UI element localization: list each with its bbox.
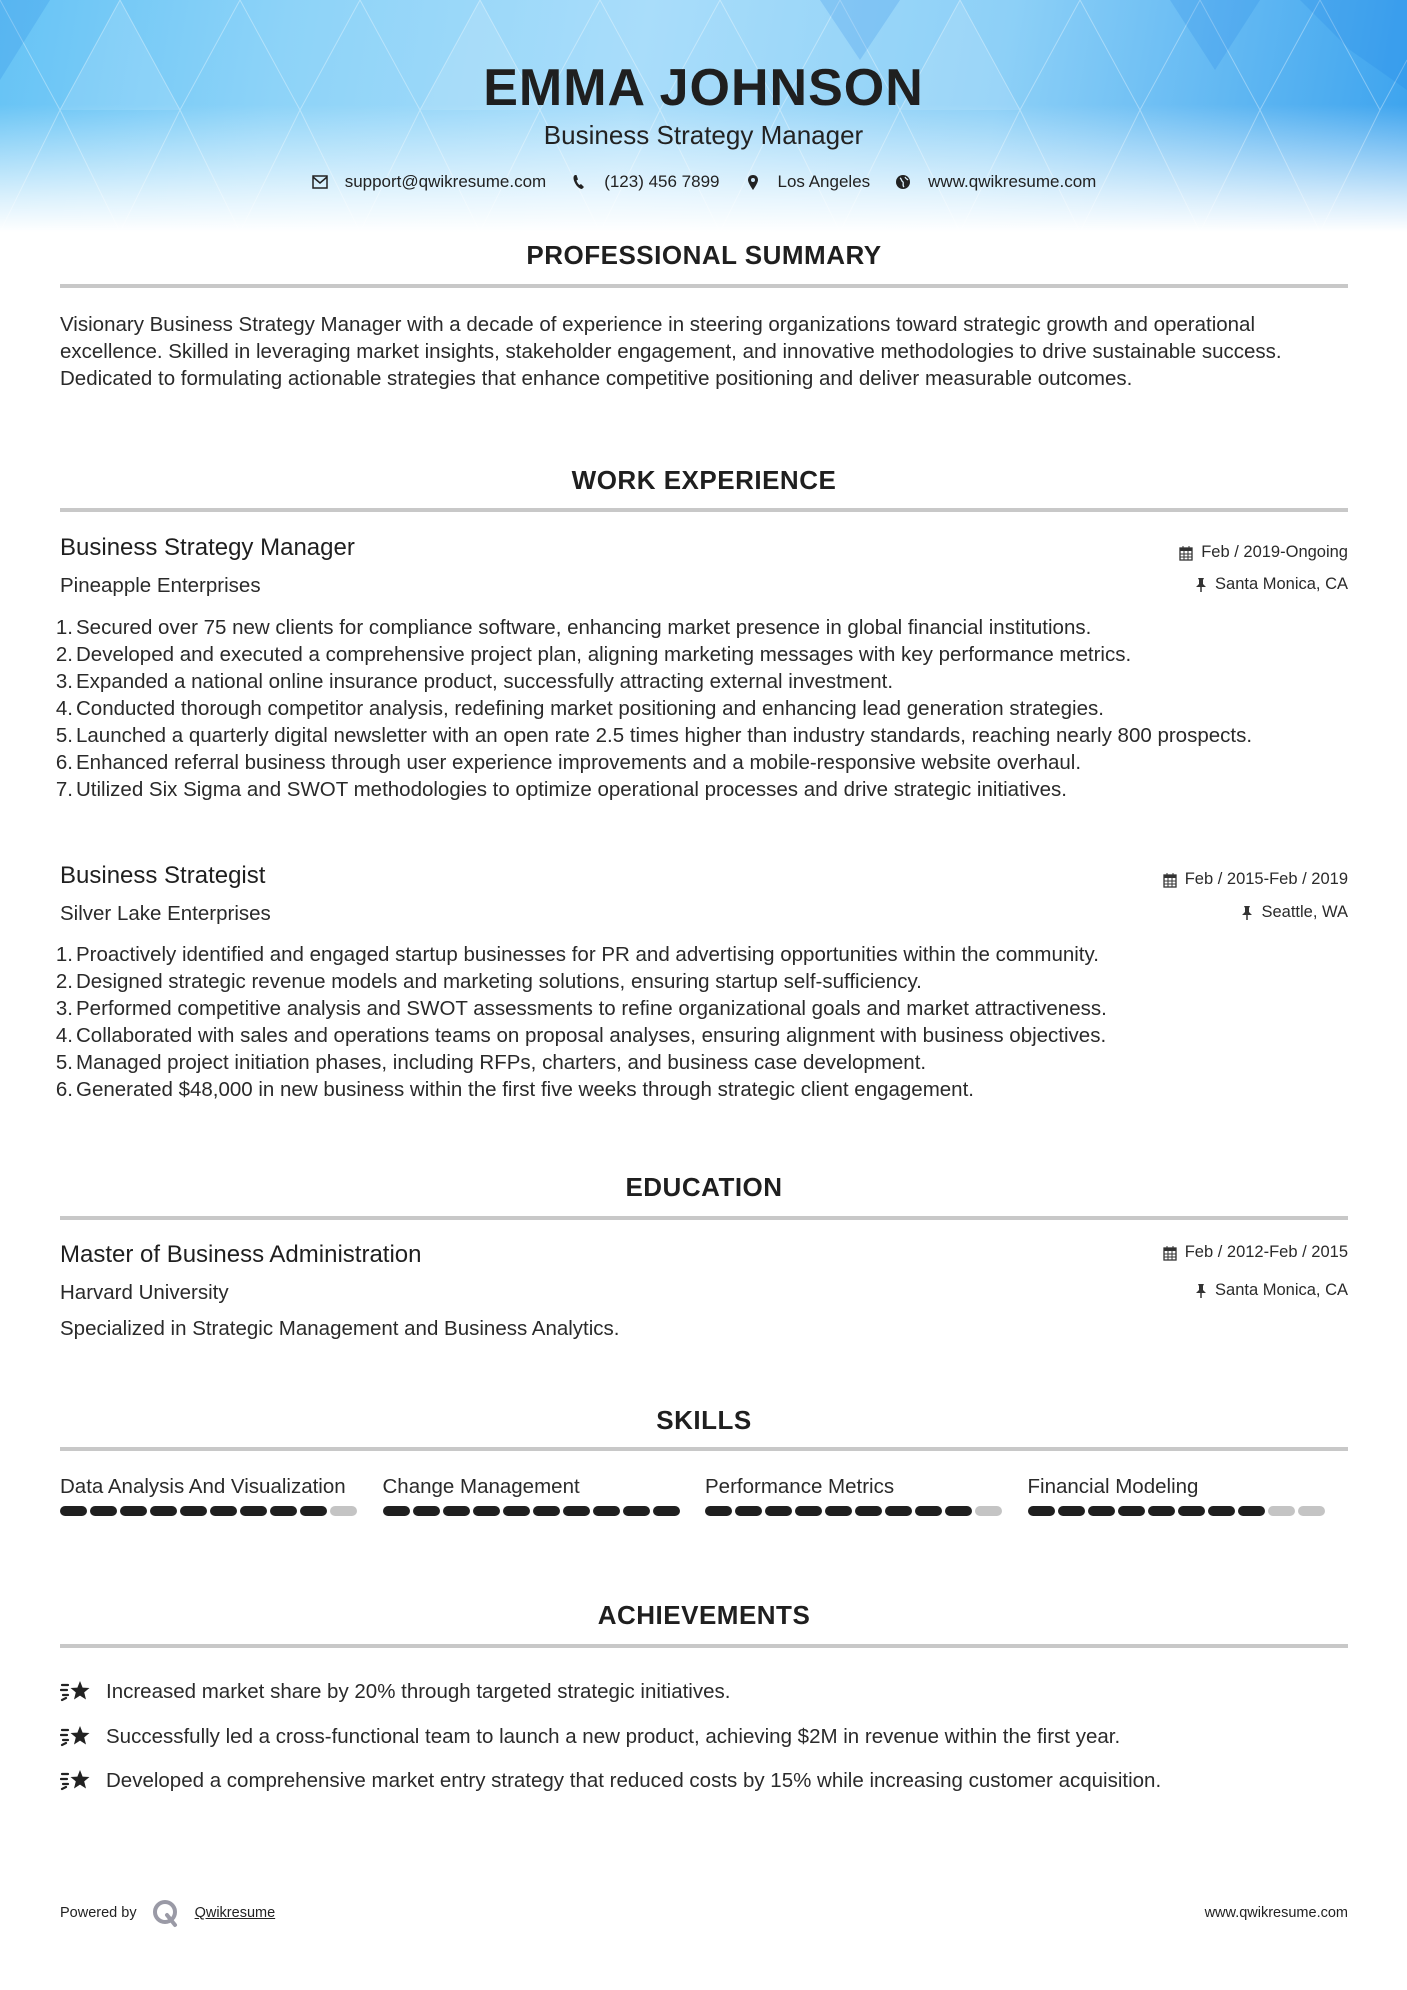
job-location-text: Seattle, WA — [1261, 903, 1348, 921]
skill-item — [1028, 1473, 1351, 1516]
job-responsibilities — [55, 614, 1360, 803]
list-text: Secured over 75 new clients for compliance software, enhancing market presence in global financial institutions. — [76, 616, 1092, 639]
skill-dot-empty — [1298, 1506, 1325, 1516]
job-title: Business Strategist — [60, 862, 266, 889]
skill-dot-filled — [765, 1506, 792, 1516]
job-location-text: Santa Monica, CA — [1215, 575, 1348, 593]
skill-dot-empty — [1268, 1506, 1295, 1516]
education-location-text: Santa Monica, CA — [1215, 1281, 1348, 1299]
skill-dot-filled — [563, 1506, 590, 1516]
list-item — [55, 995, 1360, 1022]
contact-location-text: Los Angeles — [777, 172, 871, 191]
skill-name: Change Management — [382, 1475, 580, 1498]
job-dates — [1179, 543, 1348, 562]
list-number: 4. — [55, 697, 73, 720]
skill-dot-filled — [795, 1506, 822, 1516]
skill-name: Financial Modeling — [1027, 1475, 1199, 1498]
contact-location — [744, 172, 871, 192]
skill-dot-filled — [593, 1506, 620, 1516]
skill-dot-filled — [300, 1506, 327, 1516]
achievements-list — [60, 1670, 1360, 1804]
skill-item — [60, 1473, 383, 1516]
list-text: Enhanced referral business through user experience improvements and a mobile-responsive website overhaul. — [76, 751, 1082, 774]
section-divider — [60, 284, 1348, 288]
contact-website[interactable] — [894, 172, 1096, 192]
list-number: 2. — [55, 970, 73, 993]
list-text: Conducted thorough competitor analysis, redefining market positioning and enhancing lead generation strategies. — [76, 697, 1104, 720]
list-text: Collaborated with sales and operations teams on proposal analyses, ensuring alignment with business objectives. — [76, 1024, 1107, 1047]
pushpin-icon — [1241, 905, 1253, 921]
section-divider — [60, 1447, 1348, 1451]
skill-dot-filled — [705, 1506, 732, 1516]
skill-rating — [705, 1506, 1028, 1516]
section-heading-achievements: ACHIEVEMENTS — [597, 1600, 811, 1630]
list-item — [55, 1076, 1360, 1103]
list-text: Utilized Six Sigma and SWOT methodologies to optimize operational processes and drive strategic initiatives. — [76, 778, 1067, 801]
shooting-star-icon — [60, 1679, 94, 1705]
list-text: Expanded a national online insurance product, successfully attracting external investment. — [76, 670, 894, 693]
envelope-icon — [311, 173, 329, 191]
list-item — [55, 722, 1360, 749]
skill-dot-filled — [735, 1506, 762, 1516]
job-dates — [1163, 870, 1348, 889]
skill-rating — [383, 1506, 706, 1516]
skill-dot-filled — [915, 1506, 942, 1516]
skill-dot-filled — [1148, 1506, 1175, 1516]
powered-by — [60, 1898, 275, 1928]
skill-name: Performance Metrics — [705, 1475, 895, 1498]
list-item — [55, 1049, 1360, 1076]
skill-dot-filled — [60, 1506, 87, 1516]
list-text: Developed and executed a comprehensive project plan, aligning marketing messages with key performance metrics. — [76, 643, 1132, 666]
shooting-star-icon — [60, 1724, 94, 1750]
contact-bar — [0, 172, 1407, 192]
list-number: 3. — [55, 670, 73, 693]
section-divider — [60, 1216, 1348, 1220]
skill-dot-filled — [90, 1506, 117, 1516]
job-responsibilities — [55, 941, 1360, 1103]
job-location — [1241, 903, 1348, 922]
skill-dot-filled — [180, 1506, 207, 1516]
candidate-name: EMMA JOHNSON — [483, 59, 924, 117]
skill-name: Data Analysis And Visualization — [60, 1475, 346, 1498]
education-dates-text: Feb / 2012-Feb / 2015 — [1184, 1243, 1348, 1261]
list-number: 6. — [55, 1078, 73, 1101]
list-item — [55, 1022, 1360, 1049]
skill-dot-filled — [653, 1506, 680, 1516]
calendar-icon — [1163, 1245, 1177, 1261]
list-text: Managed project initiation phases, including RFPs, charters, and business case development. — [76, 1051, 927, 1074]
list-number: 1. — [55, 616, 73, 639]
shooting-star-icon — [60, 1768, 94, 1794]
achievement-item — [60, 1670, 1360, 1715]
skill-dot-empty — [975, 1506, 1002, 1516]
job-title: Business Strategy Manager — [60, 534, 355, 561]
list-text: Proactively identified and engaged startup businesses for PR and advertising opportunities within the community. — [76, 943, 1099, 966]
section-heading-education: EDUCATION — [625, 1172, 783, 1202]
list-item — [55, 968, 1360, 995]
section-heading-skills: SKILLS — [656, 1405, 752, 1435]
skill-dot-filled — [240, 1506, 267, 1516]
achievement-text: Developed a comprehensive market entry strategy that reduced costs by 15% while increasing customer acquisition. — [106, 1769, 1162, 1793]
skill-dot-filled — [1028, 1506, 1055, 1516]
job-company: Pineapple Enterprises — [60, 574, 261, 597]
skill-dot-filled — [1118, 1506, 1145, 1516]
contact-email[interactable] — [311, 172, 547, 192]
list-number: 3. — [55, 997, 73, 1020]
qwikresume-logo-icon — [151, 1898, 181, 1928]
calendar-icon — [1179, 545, 1193, 561]
skill-dot-filled — [503, 1506, 530, 1516]
skill-dot-filled — [383, 1506, 410, 1516]
skill-dot-filled — [210, 1506, 237, 1516]
degree-title: Master of Business Administration — [60, 1241, 422, 1268]
list-number: 5. — [55, 1051, 73, 1074]
education-location — [1195, 1281, 1348, 1300]
contact-website-text: www.qwikresume.com — [928, 172, 1097, 191]
list-number: 2. — [55, 643, 73, 666]
list-item — [55, 695, 1360, 722]
skill-dot-filled — [1208, 1506, 1235, 1516]
list-text: Performed competitive analysis and SWOT assessments to refine organizational goals and market attractiveness. — [76, 997, 1107, 1020]
skill-dot-filled — [885, 1506, 912, 1516]
job-company: Silver Lake Enterprises — [60, 902, 271, 925]
list-text: Generated $48,000 in new business within the first five weeks through strategic client engagement. — [76, 1078, 974, 1101]
education-description: Specialized in Strategic Management and Business Analytics. — [60, 1317, 620, 1340]
summary-text: Visionary Business Strategy Manager with a decade of experience in steering organizations toward strategic growth and operational excellence. Skilled in leveraging market insights, stakeholder engagement, and innovative methodologies to drive sustainable success. Dedicated to formulating actionable strategies that enhance competitive positioning and deliver measurable outcomes. — [60, 313, 1282, 390]
skill-item — [705, 1473, 1028, 1516]
list-number: 7. — [55, 778, 73, 801]
skill-dot-filled — [1238, 1506, 1265, 1516]
education-dates — [1163, 1243, 1348, 1262]
skill-rating — [1028, 1506, 1351, 1516]
skill-dot-filled — [1178, 1506, 1205, 1516]
skill-dot-filled — [1058, 1506, 1085, 1516]
job-dates-text: Feb / 2019-Ongoing — [1201, 543, 1348, 561]
phone-icon — [570, 173, 588, 191]
pushpin-icon — [1195, 577, 1207, 593]
list-item — [55, 776, 1360, 803]
skill-dot-filled — [533, 1506, 560, 1516]
skill-dot-filled — [825, 1506, 852, 1516]
skill-dot-filled — [443, 1506, 470, 1516]
skill-item — [383, 1473, 706, 1516]
section-heading-experience: WORK EXPERIENCE — [571, 465, 837, 495]
achievement-item — [60, 1759, 1360, 1804]
globe-icon — [894, 173, 912, 191]
skill-rating — [60, 1506, 383, 1516]
skill-dot-filled — [623, 1506, 650, 1516]
job-location — [1195, 575, 1348, 594]
list-text: Launched a quarterly digital newsletter with an open rate 2.5 times higher than industry standards, reaching nearly 800 prospects. — [76, 724, 1253, 747]
achievement-item — [60, 1715, 1360, 1760]
list-item — [55, 641, 1360, 668]
contact-phone-text: (123) 456 7899 — [604, 172, 720, 191]
resume-header — [0, 0, 1407, 232]
skill-dot-filled — [413, 1506, 440, 1516]
contact-email-text: support@qwikresume.com — [344, 172, 547, 191]
list-item — [55, 668, 1360, 695]
section-divider — [60, 1644, 1348, 1648]
skill-dot-empty — [330, 1506, 357, 1516]
skill-dot-filled — [945, 1506, 972, 1516]
skill-dot-filled — [150, 1506, 177, 1516]
list-item — [55, 614, 1360, 641]
skills-grid — [60, 1473, 1350, 1516]
skill-dot-filled — [120, 1506, 147, 1516]
list-number: 5. — [55, 724, 73, 747]
list-number: 6. — [55, 751, 73, 774]
list-number: 4. — [55, 1024, 73, 1047]
contact-phone[interactable] — [570, 172, 719, 192]
section-heading-summary: PROFESSIONAL SUMMARY — [526, 240, 882, 270]
achievement-text: Increased market share by 20% through targeted strategic initiatives. — [106, 1680, 731, 1704]
achievement-text: Successfully led a cross-functional team to launch a new product, achieving $2M in revenue within the first year. — [106, 1724, 1121, 1748]
list-item — [55, 749, 1360, 776]
map-marker-icon — [744, 173, 762, 191]
skill-dot-filled — [473, 1506, 500, 1516]
skill-dot-filled — [855, 1506, 882, 1516]
school-name: Harvard University — [60, 1281, 229, 1304]
powered-by-label: Powered by — [60, 1905, 137, 1921]
list-item — [55, 941, 1360, 968]
pushpin-icon — [1195, 1283, 1207, 1299]
qwikresume-link[interactable]: Qwikresume — [194, 1905, 276, 1921]
calendar-icon — [1163, 872, 1177, 888]
candidate-title: Business Strategy Manager — [543, 120, 864, 150]
list-number: 1. — [55, 943, 73, 966]
skill-dot-filled — [1088, 1506, 1115, 1516]
footer-website-link[interactable]: www.qwikresume.com — [1204, 1905, 1348, 1921]
section-divider — [60, 508, 1348, 512]
skill-dot-filled — [270, 1506, 297, 1516]
list-text: Designed strategic revenue models and marketing solutions, ensuring startup self-sufficiency. — [76, 970, 922, 993]
job-dates-text: Feb / 2015-Feb / 2019 — [1184, 870, 1348, 888]
